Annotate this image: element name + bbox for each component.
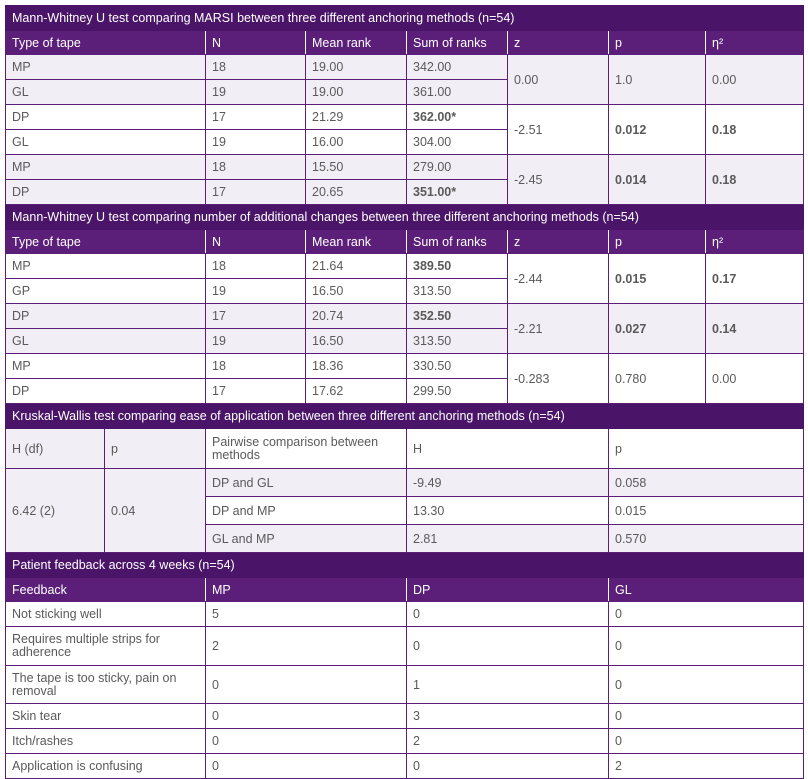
table4-title: Patient feedback across 4 weeks (n=54) <box>6 553 804 578</box>
table-cell: Requires multiple strips for adherence <box>6 627 206 666</box>
table-cell: 16.00 <box>306 130 407 155</box>
table-cell: 18 <box>206 155 306 180</box>
table-cell: 0 <box>206 754 407 779</box>
table3-header-h: H <box>407 429 609 469</box>
table-cell: 19 <box>206 130 306 155</box>
table4-title-row <box>6 553 804 578</box>
table-cell: DP <box>6 379 206 404</box>
table2-title: Mann-Whitney U test comparing number of additional changes between three different anchoring methods (n=54) <box>6 205 804 230</box>
table-cell: 0 <box>609 666 804 704</box>
table-cell: 0.00 <box>706 55 804 105</box>
table-cell: MP <box>6 354 206 379</box>
table-cell: 1.0 <box>609 55 706 105</box>
table-cell: 21.64 <box>306 254 407 279</box>
table-cell: 19.00 <box>306 80 407 105</box>
table3-title: Kruskal-Wallis test comparing ease of application between three different anchoring methods (n=54) <box>6 404 804 429</box>
table-cell: 17 <box>206 304 306 329</box>
table-cell: 0.00 <box>706 354 804 404</box>
table4-header-gl: GL <box>609 578 804 602</box>
table2-header-type: Type of tape <box>6 230 206 254</box>
table-cell: 19 <box>206 329 306 354</box>
table4-header-feedback: Feedback <box>6 578 206 602</box>
table3-title-row <box>6 404 804 429</box>
table-cell: DP <box>6 304 206 329</box>
table-cell: 0 <box>407 602 609 627</box>
table-cell: 0 <box>407 627 609 666</box>
table-cell: 21.29 <box>306 105 407 130</box>
table4-header-row <box>6 578 804 602</box>
table-cell: 18 <box>206 254 306 279</box>
table-cell: 299.50 <box>407 379 508 404</box>
table1-header-mean-rank: Mean rank <box>306 31 407 55</box>
table-row <box>6 666 804 704</box>
table-cell: 17 <box>206 180 306 205</box>
table-row <box>6 602 804 627</box>
table-cell: 0.780 <box>609 354 706 404</box>
table-cell: 330.50 <box>407 354 508 379</box>
table4-header-dp: DP <box>407 578 609 602</box>
results-tables <box>5 5 803 779</box>
table1-header-z: z <box>508 31 609 55</box>
table-cell: 18 <box>206 354 306 379</box>
table-cell: DP <box>6 105 206 130</box>
table1-title-row <box>6 6 804 31</box>
table3-h-df-value: 6.42 (2) <box>6 469 105 553</box>
table-cell: MP <box>6 254 206 279</box>
table-cell: 361.00 <box>407 80 508 105</box>
table-cell: DP and MP <box>206 497 407 525</box>
table-cell: 0.015 <box>609 254 706 304</box>
table-row <box>6 469 804 497</box>
table-cell: 0 <box>609 627 804 666</box>
table-cell: 0.570 <box>609 525 804 553</box>
table-cell: 351.00* <box>407 180 508 205</box>
table-cell: DP <box>6 180 206 205</box>
table-row <box>6 155 804 180</box>
table-cell: 17.62 <box>306 379 407 404</box>
table2-title-row <box>6 205 804 230</box>
table3-header-row <box>6 429 804 469</box>
table-cell: The tape is too sticky, pain on removal <box>6 666 206 704</box>
table-cell: MP <box>6 155 206 180</box>
table1-header-type: Type of tape <box>6 31 206 55</box>
table-cell: 5 <box>206 602 407 627</box>
table-cell: -2.21 <box>508 304 609 354</box>
table-cell: -2.44 <box>508 254 609 304</box>
table-cell: 17 <box>206 379 306 404</box>
table-cell: 0.18 <box>706 105 804 155</box>
table3-header-h-df: H (df) <box>6 429 105 469</box>
table-cell: 2.81 <box>407 525 609 553</box>
table1-title: Mann-Whitney U test comparing MARSI between three different anchoring methods (n=54) <box>6 6 804 31</box>
table-row <box>6 55 804 80</box>
table-row <box>6 254 804 279</box>
table-cell: Itch/rashes <box>6 729 206 754</box>
table-cell: 0 <box>609 602 804 627</box>
table-cell: 0.015 <box>609 497 804 525</box>
table-cell: 279.00 <box>407 155 508 180</box>
table-cell: 0.014 <box>609 155 706 205</box>
table-cell: 0 <box>407 754 609 779</box>
table1-header-n: N <box>206 31 306 55</box>
table-cell: Not sticking well <box>6 602 206 627</box>
table2-header-p: p <box>609 230 706 254</box>
table-cell: 20.65 <box>306 180 407 205</box>
table-row <box>6 354 804 379</box>
table-cell: 0 <box>609 704 804 729</box>
table-row <box>6 754 804 779</box>
table-cell: MP <box>6 55 206 80</box>
table-row <box>6 704 804 729</box>
table-cell: GP <box>6 279 206 304</box>
table2-header-sum-ranks: Sum of ranks <box>407 230 508 254</box>
table-cell: 19.00 <box>306 55 407 80</box>
table1-header-p: p <box>609 31 706 55</box>
table-cell: 19 <box>206 80 306 105</box>
table-row <box>6 304 804 329</box>
table-row <box>6 105 804 130</box>
table-cell: 3 <box>407 704 609 729</box>
table-cell: GL and MP <box>206 525 407 553</box>
table-cell: GL <box>6 329 206 354</box>
table-cell: 0.18 <box>706 155 804 205</box>
table-cell: 0.012 <box>609 105 706 155</box>
table-cell: 313.50 <box>407 279 508 304</box>
table1-header-row <box>6 31 804 55</box>
table-cell: 20.74 <box>306 304 407 329</box>
table-cell: 0 <box>206 729 407 754</box>
table-row <box>6 627 804 666</box>
table2-header-z: z <box>508 230 609 254</box>
table-cell: 389.50 <box>407 254 508 279</box>
table-cell: 2 <box>206 627 407 666</box>
table2-header-n: N <box>206 230 306 254</box>
table4-header-mp: MP <box>206 578 407 602</box>
results-table <box>5 5 804 779</box>
table-cell: 17 <box>206 105 306 130</box>
table2-header-mean-rank: Mean rank <box>306 230 407 254</box>
table-cell: 342.00 <box>407 55 508 80</box>
table-cell: 15.50 <box>306 155 407 180</box>
table-cell: -0.283 <box>508 354 609 404</box>
table-cell: 0 <box>206 704 407 729</box>
table-cell: 362.00* <box>407 105 508 130</box>
table-cell: GL <box>6 130 206 155</box>
table-cell: 352.50 <box>407 304 508 329</box>
table-cell: 0 <box>206 666 407 704</box>
table-cell: 18 <box>206 55 306 80</box>
table-cell: -9.49 <box>407 469 609 497</box>
table2-header-eta: η² <box>706 230 804 254</box>
table-cell: 304.00 <box>407 130 508 155</box>
table1-header-eta: η² <box>706 31 804 55</box>
table-cell: 0.058 <box>609 469 804 497</box>
table-cell: 2 <box>609 754 804 779</box>
table-cell: 0 <box>609 729 804 754</box>
table-cell: 0.00 <box>508 55 609 105</box>
table-cell: -2.45 <box>508 155 609 205</box>
table-row <box>6 729 804 754</box>
table-cell: 2 <box>407 729 609 754</box>
table-cell: 0.027 <box>609 304 706 354</box>
table-cell: 16.50 <box>306 279 407 304</box>
table3-header-pair-p: p <box>609 429 804 469</box>
table3-header-p: p <box>105 429 206 469</box>
table-cell: DP and GL <box>206 469 407 497</box>
table-cell: 0.17 <box>706 254 804 304</box>
table-cell: GL <box>6 80 206 105</box>
table-cell: 16.50 <box>306 329 407 354</box>
table3-p-value: 0.04 <box>105 469 206 553</box>
table1-header-sum-ranks: Sum of ranks <box>407 31 508 55</box>
table-cell: -2.51 <box>508 105 609 155</box>
table-cell: 18.36 <box>306 354 407 379</box>
table-cell: 13.30 <box>407 497 609 525</box>
table-cell: Application is confusing <box>6 754 206 779</box>
table-cell: 19 <box>206 279 306 304</box>
table2-header-row <box>6 230 804 254</box>
table-cell: 0.14 <box>706 304 804 354</box>
table-cell: 1 <box>407 666 609 704</box>
table-cell: Skin tear <box>6 704 206 729</box>
table-cell: 313.50 <box>407 329 508 354</box>
table3-header-pairwise: Pairwise comparison between methods <box>206 429 407 469</box>
